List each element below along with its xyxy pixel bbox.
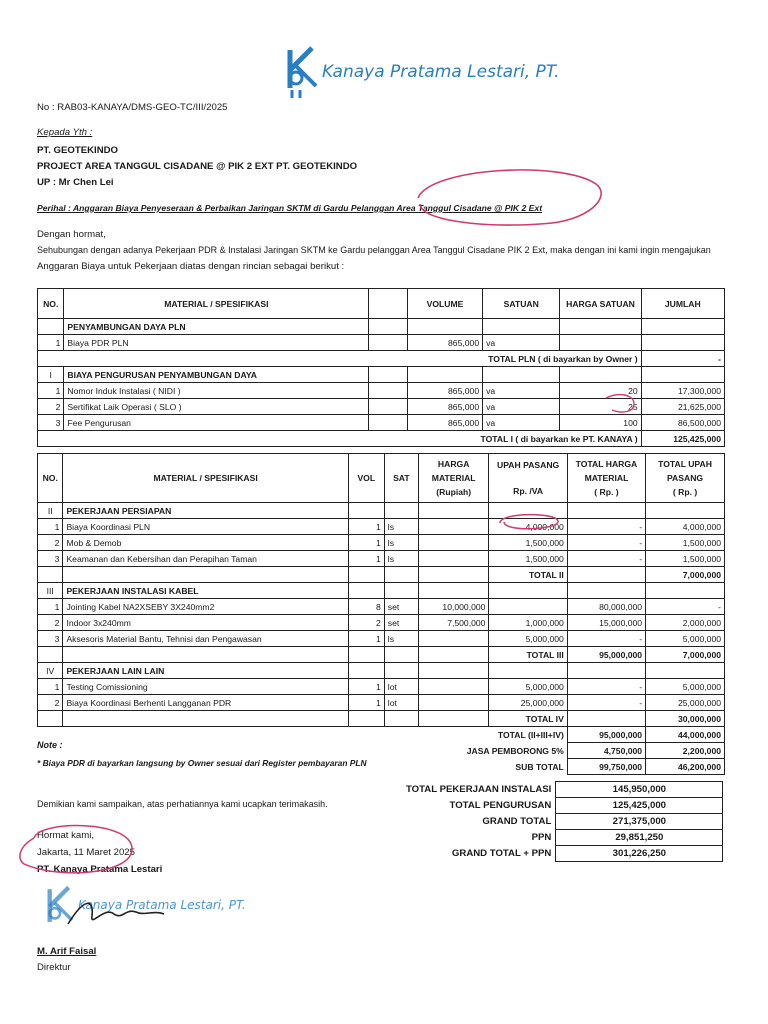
cell-desc: Testing Comissioning [63, 679, 348, 695]
cell-hm [418, 695, 489, 711]
cell-no: 2 [38, 535, 63, 551]
cell-tup: 25,000,000 [646, 695, 725, 711]
cell-vol: 865,000 [407, 383, 482, 399]
cell-desc: Indoor 3x240mm [63, 615, 348, 631]
section-title: PENYAMBUNGAN DAYA PLN [64, 319, 369, 335]
cell-desc: Biaya Koordinasi Berhenti Langganan PDR [63, 695, 348, 711]
cell-no: 1 [38, 383, 64, 399]
cell-sat: va [483, 383, 560, 399]
cell-tup: 5,000,000 [646, 631, 725, 647]
col-header: NO. [38, 454, 63, 503]
cell-no: 2 [38, 615, 63, 631]
cell-sat: set [384, 615, 418, 631]
signature [64, 894, 184, 934]
cell-sat: ls [384, 631, 418, 647]
cell-tup: 5,000,000 [646, 679, 725, 695]
total-tup: 7,000,000 [646, 647, 725, 663]
cell-up: 1,500,000 [489, 535, 567, 551]
table-row [38, 695, 725, 711]
total-thm: 95,000,000 [567, 647, 645, 663]
greeting: Dengan hormat, [37, 229, 106, 240]
up-line: UP : Mr Chen Lei [37, 177, 114, 188]
cell-no: 3 [38, 551, 63, 567]
total-i-value: 125,425,000 [641, 431, 724, 447]
summary-value: 271,375,000 [556, 814, 723, 830]
cell-sat: set [384, 599, 418, 615]
cell-sat: ls [384, 519, 418, 535]
table-row [38, 519, 725, 535]
cell-vol: 1 [348, 679, 384, 695]
cell-up: 4,000,000 [489, 519, 567, 535]
cell-sat: va [483, 399, 560, 415]
cell-thm: - [567, 519, 645, 535]
cell-up: 1,000,000 [489, 615, 567, 631]
total-tup: 7,000,000 [646, 567, 725, 583]
cell-no: 1 [38, 335, 64, 351]
table-row [38, 535, 725, 551]
cell-vol: 1 [348, 535, 384, 551]
cell-vol: 865,000 [407, 415, 482, 431]
cell-sat: ls [384, 535, 418, 551]
cell-no: 2 [38, 399, 64, 415]
summary-label: GRAND TOTAL [482, 816, 552, 827]
col-header [646, 454, 725, 503]
cell-desc: Biaya Koordinasi PLN [63, 519, 348, 535]
jasa-label: JASA PEMBORONG 5% [466, 745, 564, 756]
logo-icon [282, 44, 322, 102]
cell-hm [418, 551, 489, 567]
summary-value: 145,950,000 [556, 782, 723, 798]
cell-hm [418, 519, 489, 535]
signer-title: Direktur [37, 962, 71, 973]
cell-sat: va [483, 415, 560, 431]
cell-desc: Fee Pengurusan [64, 415, 369, 431]
cell-thm: 15,000,000 [567, 615, 645, 631]
cell-desc: Keamanan dan Kebersihan dan Perapihan Taman [63, 551, 348, 567]
cell-hm [418, 631, 489, 647]
cell-thm: - [567, 695, 645, 711]
cell-vol: 1 [348, 551, 384, 567]
cell-up: 25,000,000 [489, 695, 567, 711]
cell-vol: 1 [348, 631, 384, 647]
col-header: MATERIAL / SPESIFIKASI [63, 454, 348, 503]
section-title: BIAYA PENGURUSAN PENYAMBUNGAN DAYA [64, 367, 369, 383]
table-pekerjaan [37, 453, 725, 775]
col-header [418, 454, 489, 503]
total-all-label: TOTAL (II+III+IV) [497, 729, 564, 740]
section-title: PEKERJAAN PERSIAPAN [63, 503, 348, 519]
doc-number: No : RAB03-KANAYA/DMS-GEO-TC/III/2025 [37, 102, 228, 113]
summary-value: 301,226,250 [556, 846, 723, 862]
section-title: PEKERJAAN INSTALASI KABEL [63, 583, 348, 599]
section-no: I [38, 367, 64, 383]
cell-no: 1 [38, 679, 63, 695]
cell-vol: 8 [348, 599, 384, 615]
cell-desc: Aksesoris Material Bantu, Tehnisi dan Pengawasan [63, 631, 348, 647]
total-all-tup: 44,000,000 [646, 727, 725, 743]
cell-up: 1,500,000 [489, 551, 567, 567]
cell-tup: 2,000,000 [646, 615, 725, 631]
to-line2: PROJECT AREA TANGGUL CISADANE @ PIK 2 EXT PT. GEOTEKINDO [37, 161, 358, 172]
summary-row [402, 798, 723, 814]
total-thm [567, 567, 645, 583]
col-header [489, 454, 567, 503]
cell-jumlah: 21,625,000 [641, 399, 724, 415]
note-text: * Biaya PDR di bayarkan langsung by Owner sesuai dari Register pembayaran PLN [37, 758, 367, 768]
cell-desc: Biaya PDR PLN [64, 335, 369, 351]
section-title: PEKERJAAN LAIN LAIN [63, 663, 348, 679]
summary-value: 125,425,000 [556, 798, 723, 814]
summary-row [402, 782, 723, 798]
total-label: TOTAL III [489, 647, 567, 663]
hdr-line: ( Rp. ) [672, 487, 698, 497]
total-all-thm: 95,000,000 [567, 727, 645, 743]
subtotal-thm: 99,750,000 [567, 759, 645, 775]
hdr-line: TOTAL HARGA [575, 459, 638, 469]
cell-vol: 2 [348, 615, 384, 631]
cell-hm [418, 535, 489, 551]
note-label: Note : [37, 740, 63, 750]
col-header: VOL [348, 454, 384, 503]
closing-company: PT. Kanaya Pratama Lestari [37, 864, 163, 875]
cell-tup: - [646, 599, 725, 615]
section-no: III [38, 583, 63, 599]
annotation-circle-perihal [418, 170, 601, 225]
cell-no: 1 [38, 519, 63, 535]
table-row [38, 599, 725, 615]
summary-label: PPN [531, 832, 552, 843]
col-header [369, 289, 408, 319]
summary-row [402, 846, 723, 862]
cell-up: 5,000,000 [489, 679, 567, 695]
total-label: TOTAL IV [489, 711, 567, 727]
company-logo [282, 44, 560, 104]
cell-hm [418, 679, 489, 695]
cell-tup: 1,500,000 [646, 535, 725, 551]
table-row [38, 383, 725, 399]
cell-desc: Jointing Kabel NA2XSEBY 3X240mm2 [63, 599, 348, 615]
cell-sat: lot [384, 679, 418, 695]
col-header [567, 454, 645, 503]
jasa-row [38, 743, 725, 759]
total-row [38, 567, 725, 583]
table-row [38, 631, 725, 647]
col-header: HARGA SATUAN [560, 289, 641, 319]
total-row [38, 351, 725, 367]
cell-desc: Sertifikat Laik Operasi ( SLO ) [64, 399, 369, 415]
table-row [38, 615, 725, 631]
cell-vol: 1 [348, 695, 384, 711]
summary-row [402, 830, 723, 846]
col-header: NO. [38, 289, 64, 319]
summary-row [402, 814, 723, 830]
cell-harga: 100 [560, 415, 641, 431]
cell-desc: Nomor Induk Instalasi ( NIDI ) [64, 383, 369, 399]
jasa-tup: 2,200,000 [646, 743, 725, 759]
hdr-line: ( Rp. ) [594, 487, 619, 497]
cell-hm: 7,500,000 [418, 615, 489, 631]
cell-sat: va [483, 335, 560, 351]
total-row [38, 647, 725, 663]
stamp-logo [42, 884, 246, 940]
col-header: MATERIAL / SPESIFIKASI [64, 289, 369, 319]
hdr-line: MATERIAL [584, 473, 629, 483]
summary-label: GRAND TOTAL + PPN [451, 848, 552, 859]
cell-sat: lot [384, 695, 418, 711]
cell-harga: 25 [560, 399, 641, 415]
cell-vol: 865,000 [407, 335, 482, 351]
jasa-thm: 4,750,000 [567, 743, 645, 759]
hdr-line: HARGA [437, 459, 470, 469]
table-row [38, 415, 725, 431]
cell-up: 5,000,000 [489, 631, 567, 647]
cell-no: 1 [38, 599, 63, 615]
cell-no: 3 [38, 415, 64, 431]
cell-tup: 1,500,000 [646, 551, 725, 567]
cell-vol: 865,000 [407, 399, 482, 415]
section-no: II [38, 503, 63, 519]
cell-thm: - [567, 679, 645, 695]
section-row [38, 503, 725, 519]
perihal: Perihal : Anggaran Biaya Penyeseraan & Perbaikan Jaringan SKTM di Gardu Pelanggan Area Tanggul Cisadane @ PIK 2 Ext [37, 203, 543, 213]
total-row [38, 711, 725, 727]
table-row [38, 399, 725, 415]
cell-tup: 4,000,000 [646, 519, 725, 535]
hdr-line: UPAH PASANG [497, 460, 560, 470]
col-header: SAT [384, 454, 418, 503]
col-header: JUMLAH [641, 289, 724, 319]
table-header-row [38, 289, 725, 319]
hdr-line: MATERIAL [431, 473, 476, 483]
table-row [38, 551, 725, 567]
total-label: TOTAL II [489, 567, 567, 583]
stamp-company-name: Kanaya Pratama Lestari, PT. [78, 898, 246, 912]
summary-label: TOTAL PEKERJAAN INSTALASI [406, 784, 552, 795]
subtotal-tup: 46,200,000 [646, 759, 725, 775]
total-row [38, 431, 725, 447]
cell-hm: 10,000,000 [418, 599, 489, 615]
summary-label: TOTAL PENGURUSAN [449, 800, 552, 811]
cell-no: 3 [38, 631, 63, 647]
table-pengurusan [37, 288, 725, 447]
cell-thm: 80,000,000 [567, 599, 645, 615]
cell-thm: - [567, 535, 645, 551]
to-label: Kepada Yth : [37, 127, 93, 138]
section-row [38, 583, 725, 599]
intro-line1: Sehubungan dengan adanya Pekerjaan PDR & Instalasi Jaringan SKTM ke Gardu pelanggan Area Tanggul Cisadane PIK 2 Ext, maka dengan ini kami ingin mengajukan [37, 245, 711, 255]
total-pln-value: - [641, 351, 724, 367]
hormat: Hormat kami, [37, 830, 95, 841]
section-row [38, 367, 725, 383]
table-row [38, 679, 725, 695]
closing-text: Demikian kami sampaikan, atas perhatiannya kami ucapkan terimakasih. [37, 799, 328, 809]
hdr-line: Rp. /VA [513, 486, 544, 496]
summary-table [402, 781, 723, 862]
hdr-line: PASANG [666, 473, 704, 483]
hdr-line: (Rupiah) [436, 487, 472, 497]
cell-up [489, 599, 567, 615]
cell-jumlah: 17,300,000 [641, 383, 724, 399]
cell-thm: - [567, 631, 645, 647]
section-row [38, 319, 725, 335]
intro-line2: Anggaran Biaya untuk Pekerjaan diatas dengan rincian sebagai berikut : [37, 261, 345, 272]
section-row [38, 663, 725, 679]
cell-desc: Mob & Demob [63, 535, 348, 551]
table-row [38, 335, 725, 351]
cell-vol: 1 [348, 519, 384, 535]
total-i-label: TOTAL I ( di bayarkan ke PT. KANAYA ) [38, 431, 642, 447]
summary-value: 29,851,250 [556, 830, 723, 846]
cell-jumlah: 86,500,000 [641, 415, 724, 431]
grand-row [38, 727, 725, 743]
total-tup: 30,000,000 [646, 711, 725, 727]
section-no: IV [38, 663, 63, 679]
place-date: Jakarta, 11 Maret 2025 [37, 847, 135, 858]
cell-thm: - [567, 551, 645, 567]
cell-no: 2 [38, 695, 63, 711]
total-pln-label: TOTAL PLN ( di bayarkan by Owner ) [38, 351, 642, 367]
subtotal-label: SUB TOTAL [515, 761, 564, 772]
hdr-line: TOTAL UPAH [658, 459, 712, 469]
cell-sat: ls [384, 551, 418, 567]
col-header: SATUAN [483, 289, 560, 319]
signer-name: M. Arif Faisal [37, 946, 97, 957]
table-header-row [38, 454, 725, 503]
col-header: VOLUME [407, 289, 482, 319]
to-line1: PT. GEOTEKINDO [37, 145, 119, 156]
company-name: Kanaya Pratama Lestari, PT. [322, 62, 560, 82]
total-thm [567, 711, 645, 727]
cell-harga: 20 [560, 383, 641, 399]
